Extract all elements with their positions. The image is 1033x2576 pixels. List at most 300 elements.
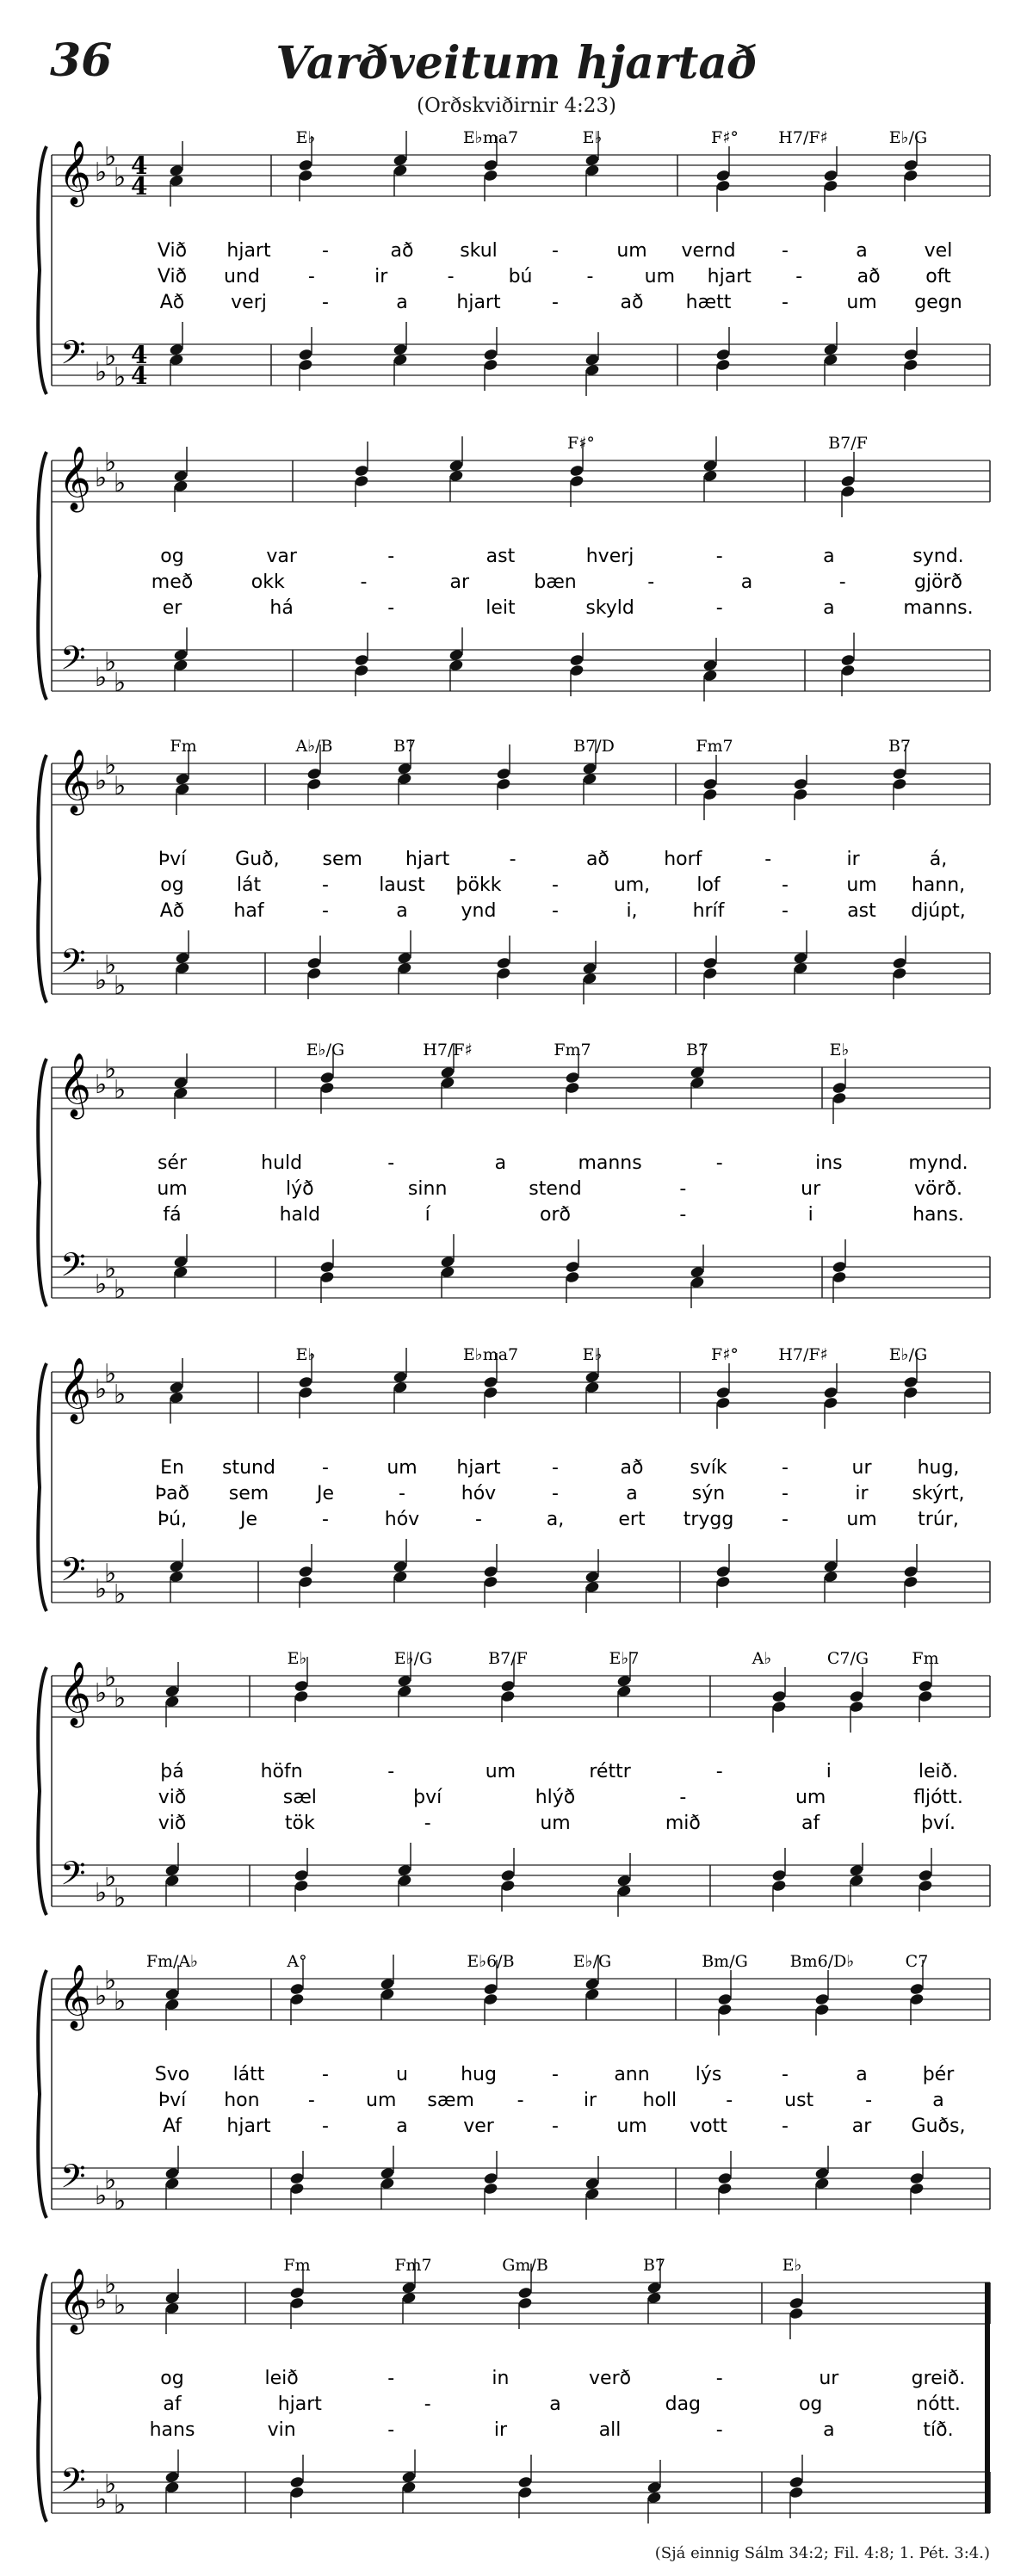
flat-sign: ♭ <box>114 971 127 1001</box>
system-3 <box>38 737 990 1004</box>
lyric-syllable: Guðs, <box>911 2116 966 2137</box>
note-head <box>354 664 369 676</box>
chord-symbol: B7 <box>685 1041 709 1059</box>
note-head <box>717 2182 733 2195</box>
note-head <box>771 1690 787 1702</box>
lyric-syllable: hann, <box>911 874 966 896</box>
note-head <box>715 1575 731 1588</box>
note-head <box>500 1879 516 1892</box>
note-head <box>483 1982 498 1995</box>
note-head <box>565 1260 580 1273</box>
treble-staff <box>52 1358 990 1424</box>
flat-sign: ♭ <box>95 766 108 796</box>
chord-row <box>567 434 868 453</box>
verse-1 <box>158 1152 968 1174</box>
chord-symbol: E♭6/B <box>467 1952 515 1971</box>
note-head <box>892 967 907 979</box>
hyphen: - <box>307 266 315 287</box>
lyric-syllable: Því <box>158 2090 187 2111</box>
hyphen: - <box>322 292 329 313</box>
hyphen: - <box>865 2090 873 2111</box>
notes <box>173 1043 847 1308</box>
lyric-syllable: Því <box>158 849 187 870</box>
lyric-syllable: Svo <box>154 2064 190 2085</box>
flat-sign: ♭ <box>95 2485 108 2515</box>
bass-clef: 𝄢 <box>60 1245 86 1292</box>
chord-symbol: H7/F♯ <box>778 128 828 147</box>
hyphen: - <box>322 874 329 896</box>
hyphen: - <box>360 571 368 593</box>
verse-2 <box>158 266 951 287</box>
verse-1 <box>160 2368 965 2389</box>
lyric-syllable: orð <box>540 1204 571 1226</box>
note-head <box>892 767 907 780</box>
chord-symbol: H7/F♯ <box>778 1345 828 1364</box>
lyric-syllable: hans <box>149 2419 195 2441</box>
hyphen: - <box>715 1761 723 1782</box>
verse-3 <box>160 292 962 313</box>
lyric-syllable: ins <box>815 1152 843 1174</box>
lyric-syllable: a <box>396 2116 408 2137</box>
lyric-syllable: vörð. <box>914 1178 962 1200</box>
lyric-syllable: greið. <box>911 2368 966 2389</box>
verse-2 <box>163 2394 960 2415</box>
lyric-syllable: hríf <box>692 900 725 922</box>
note-head <box>715 169 731 182</box>
notes <box>164 1955 925 2220</box>
notes <box>169 131 919 396</box>
hyphen: - <box>322 240 329 262</box>
note-head <box>298 1386 313 1399</box>
hyphen: - <box>552 2116 559 2137</box>
note-head <box>717 2003 733 2016</box>
flat-sign: ♭ <box>95 2285 108 2315</box>
lyric-syllable: um <box>616 2116 647 2137</box>
note-head <box>903 1575 919 1588</box>
lyric-syllable: ir <box>583 2090 597 2111</box>
chord-row <box>306 1041 850 1059</box>
lyric-syllable: Je <box>316 1483 335 1504</box>
lyric-syllable: manns <box>578 1152 642 1174</box>
note-head <box>289 1982 305 1995</box>
chord-symbol: B7 <box>393 737 417 756</box>
chord-symbol: B7/F <box>828 434 868 453</box>
hyphen: - <box>387 546 395 567</box>
lyric-syllable: ur <box>819 2368 839 2389</box>
note-head <box>298 1375 313 1388</box>
lyrics <box>157 1152 968 1226</box>
verse-2 <box>160 874 965 896</box>
note-head <box>909 2182 925 2195</box>
lyric-syllable: trygg <box>683 1509 734 1530</box>
hyphen: - <box>838 571 846 593</box>
chord-symbol: E♭/G <box>306 1041 345 1059</box>
note-head <box>903 169 919 182</box>
lyric-syllable: um <box>795 1787 826 1808</box>
lyrics <box>158 240 962 313</box>
lyric-syllable: bú <box>508 266 533 287</box>
note-head <box>483 2182 498 2195</box>
lyric-syllable: að <box>857 266 881 287</box>
note-head <box>903 1375 919 1388</box>
note-head <box>840 664 856 676</box>
lyric-syllable: vernd <box>681 240 736 262</box>
lyric-syllable: Guð, <box>235 849 280 870</box>
lyric-syllable: ar <box>449 571 470 593</box>
lyric-syllable: um <box>644 266 676 287</box>
note-head <box>789 2296 804 2309</box>
system-5 <box>38 1345 990 1613</box>
lyric-syllable: að <box>585 849 609 870</box>
lyric-syllable: hjart <box>456 1457 501 1479</box>
lyric-syllable: um <box>846 292 877 313</box>
hyphen: - <box>795 266 803 287</box>
verse-3 <box>163 597 974 619</box>
chord-symbol: Fm <box>283 2256 311 2275</box>
staff-brace <box>38 1059 46 1307</box>
note-head <box>569 664 585 676</box>
flat-sign: ♭ <box>95 1878 108 1908</box>
lyric-syllable: manns. <box>903 597 974 619</box>
lyric-syllable: svík <box>690 1457 727 1479</box>
chord-symbol: H7/F♯ <box>423 1041 473 1059</box>
note-head <box>918 1690 933 1702</box>
note-head <box>565 1071 580 1084</box>
lyric-syllable: fá <box>163 1204 182 1226</box>
note-head <box>500 1679 516 1692</box>
note-head <box>354 464 369 477</box>
hyphen: - <box>552 874 559 896</box>
lyric-syllable: af <box>801 1813 820 1834</box>
staff-brace <box>38 755 46 1003</box>
hyphen: - <box>552 2064 559 2085</box>
chord-symbol: E♭/G <box>572 1952 612 1971</box>
lyric-syllable: hóv <box>461 1483 497 1504</box>
note-head <box>702 788 718 800</box>
lyric-syllable: um <box>366 2090 397 2111</box>
notes <box>169 1348 919 1613</box>
note-head <box>892 777 907 790</box>
hyphen: - <box>715 2368 723 2389</box>
flat-sign: ♭ <box>114 1883 127 1913</box>
flat-sign: ♭ <box>104 2469 117 2499</box>
note-head <box>892 956 907 969</box>
hyphen: - <box>424 1813 431 1834</box>
flat-sign: ♭ <box>104 1966 117 1996</box>
note-head <box>294 1690 309 1702</box>
flat-sign: ♭ <box>104 1054 117 1084</box>
treble-clef: 𝄞 <box>59 1965 91 2029</box>
lyric-syllable: a <box>549 2394 561 2415</box>
lyric-syllable: u <box>396 2064 408 2085</box>
lyric-syllable: okk <box>251 571 285 593</box>
system-7 <box>38 1952 990 2220</box>
hyphen: - <box>782 2116 789 2137</box>
hyphen: - <box>387 2368 395 2389</box>
lyric-syllable: gegn <box>914 292 962 313</box>
hyphen: - <box>679 1178 687 1200</box>
flat-sign: ♭ <box>114 2490 127 2520</box>
footnote: (Sjá einnig Sálm 34:2; Fil. 4:8; 1. Pét. 3:4.) <box>654 2544 990 2562</box>
lyric-syllable: sinn <box>407 1178 448 1200</box>
hyphen: - <box>782 2064 789 2085</box>
lyric-syllable: um <box>846 874 877 896</box>
note-head <box>298 1565 313 1578</box>
verse-2 <box>157 1178 962 1200</box>
chord-symbol: E♭ma7 <box>462 128 519 147</box>
flat-sign: ♭ <box>104 142 117 172</box>
staff-brace <box>38 1363 46 1611</box>
lyric-syllable: oft <box>925 266 951 287</box>
notes <box>175 739 907 1004</box>
chord-symbol: Bm6/D♭ <box>789 1952 855 1971</box>
note-head <box>715 179 731 192</box>
flat-sign: ♭ <box>95 1981 108 2011</box>
chord-symbol: E♭/G <box>888 128 928 147</box>
chord-symbol: B7/F <box>488 1649 528 1668</box>
note-head <box>483 1386 498 1399</box>
hyphen: - <box>387 1761 395 1782</box>
lyric-syllable: stund <box>222 1457 275 1479</box>
lyric-syllable: ann <box>614 2064 650 2085</box>
note-head <box>717 1992 733 2005</box>
flat-sign: ♭ <box>104 2270 117 2300</box>
lyric-syllable: á, <box>929 849 948 870</box>
lyric-syllable: sér <box>157 1152 188 1174</box>
lyric-syllable: und <box>223 266 260 287</box>
lyric-syllable: um <box>485 1761 516 1782</box>
lyric-syllable: þér <box>922 2064 955 2085</box>
flat-sign: ♭ <box>114 163 127 193</box>
hyphen: - <box>447 266 455 287</box>
verse-2 <box>158 1787 963 1808</box>
treble-clef: 𝄞 <box>59 1662 91 1726</box>
chord-symbol: E♭ <box>295 128 316 147</box>
note-head <box>319 1071 335 1084</box>
note-head <box>903 348 919 361</box>
flat-sign: ♭ <box>104 1863 117 1893</box>
note-head <box>294 1869 309 1881</box>
flat-sign: ♭ <box>95 663 108 693</box>
note-head <box>483 158 498 171</box>
lyric-syllable: við <box>158 1787 187 1808</box>
note-head <box>840 653 856 666</box>
lyric-syllable: þá <box>160 1761 184 1782</box>
lyric-syllable: Að <box>159 900 185 922</box>
flat-sign: ♭ <box>104 751 117 781</box>
note-head <box>569 653 585 666</box>
lyric-syllable: ir <box>855 1483 869 1504</box>
note-head <box>771 1700 787 1713</box>
note-head <box>814 2003 830 2016</box>
note-head <box>823 169 838 182</box>
hyphen: - <box>782 1483 789 1504</box>
system-8 <box>38 2256 990 2523</box>
flat-sign: ♭ <box>114 1683 127 1714</box>
lyric-syllable: ast <box>847 900 876 922</box>
lyric-syllable: a <box>740 571 753 593</box>
lyric-syllable: sæl <box>282 1787 317 1808</box>
flat-sign: ♭ <box>95 1574 108 1604</box>
staff-brace <box>38 146 46 394</box>
chord-symbol: Fm7 <box>554 1041 591 1059</box>
verse-3 <box>158 1509 959 1530</box>
lyric-syllable: hug <box>461 2064 497 2085</box>
note-head <box>517 2296 533 2309</box>
bass-staff <box>52 333 990 392</box>
lyric-syllable: ver <box>463 2116 494 2137</box>
note-head <box>789 2307 804 2320</box>
hymn-subtitle: (Orðskviðirnir 4:23) <box>416 95 617 117</box>
note-head <box>793 777 808 790</box>
chord-symbol: Fm7 <box>696 737 733 756</box>
lyric-syllable: vott <box>690 2116 727 2137</box>
lyric-syllable: lát <box>236 874 262 896</box>
lyric-syllable: ert <box>618 1509 646 1530</box>
notes <box>164 1652 933 1917</box>
hyphen: - <box>715 546 723 567</box>
note-head <box>715 1386 731 1399</box>
lyric-syllable: En <box>160 1457 184 1479</box>
lyric-syllable: hjart <box>707 266 752 287</box>
lyric-syllable: og <box>160 2368 184 2389</box>
lyric-syllable: hætt <box>685 292 732 313</box>
note-head <box>517 2486 533 2499</box>
lyric-syllable: ynd <box>461 900 497 922</box>
lyric-syllable: leið. <box>918 1761 959 1782</box>
lyrics <box>152 546 974 619</box>
flat-sign: ♭ <box>104 1359 117 1389</box>
lyric-syllable: hjart <box>405 849 450 870</box>
note-head <box>903 158 919 171</box>
hyphen: - <box>782 1509 789 1530</box>
note-head <box>483 169 498 182</box>
lyric-syllable: því <box>413 1787 442 1808</box>
lyric-syllable: að <box>620 1457 644 1479</box>
note-head <box>717 2171 733 2184</box>
system-4 <box>38 1041 990 1308</box>
system-2 <box>38 434 990 701</box>
lyric-syllable: horf <box>664 849 702 870</box>
note-head <box>289 2171 305 2184</box>
lyric-syllable: vel <box>924 240 953 262</box>
flat-sign: ♭ <box>95 158 108 188</box>
note-head <box>294 1879 309 1892</box>
lyric-syllable: holl <box>642 2090 677 2111</box>
lyric-syllable: laust <box>379 874 425 896</box>
note-head <box>319 1270 335 1283</box>
lyric-syllable: i <box>807 1204 813 1226</box>
chord-row <box>170 737 911 756</box>
lyric-syllable: er <box>162 597 182 619</box>
chord-symbol: E♭ <box>582 128 603 147</box>
chord-symbol: A° <box>287 1952 307 1971</box>
treble-clef: 𝄞 <box>59 141 91 205</box>
chord-symbol: B7/D <box>573 737 615 756</box>
note-head <box>298 158 313 171</box>
chord-row <box>288 1649 939 1668</box>
note-head <box>832 1260 847 1273</box>
note-head <box>789 2486 804 2499</box>
chord-symbol: F♯° <box>711 128 739 147</box>
lyric-syllable: um <box>157 1178 188 1200</box>
lyric-syllable: Við <box>157 240 188 262</box>
chord-symbol: Fm/A♭ <box>145 1952 199 1971</box>
chord-symbol: E♭ <box>287 1649 307 1668</box>
bass-staff <box>52 942 990 1001</box>
time-sig-top: 4 <box>131 151 148 180</box>
note-head <box>823 1396 838 1409</box>
chord-row <box>146 1952 928 1971</box>
lyric-syllable: skyld <box>585 597 634 619</box>
flat-sign: ♭ <box>114 2290 127 2320</box>
flat-sign: ♭ <box>104 1559 117 1589</box>
treble-staff <box>52 750 990 816</box>
lyric-syllable: a <box>823 597 835 619</box>
note-head <box>715 1396 731 1409</box>
lyric-syllable: lýs <box>695 2064 722 2085</box>
lyric-syllable: fljótt. <box>913 1787 963 1808</box>
note-head <box>306 767 322 780</box>
lyric-syllable: i, <box>626 900 638 922</box>
lyric-syllable: hóv <box>384 1509 420 1530</box>
note-head <box>517 2286 533 2299</box>
note-head <box>909 1982 925 1995</box>
treble-staff <box>52 1053 990 1120</box>
hyphen: - <box>387 1152 395 1174</box>
note-head <box>823 179 838 192</box>
note-head <box>565 1270 580 1283</box>
lyric-syllable: ir <box>493 2419 508 2441</box>
flat-sign: ♭ <box>114 1275 127 1305</box>
hyphen: - <box>679 1787 687 1808</box>
hyphen: - <box>715 597 723 619</box>
hyphen: - <box>322 2064 329 2085</box>
note-head <box>354 474 369 487</box>
verse-2 <box>155 1483 965 1504</box>
lyric-syllable: við <box>158 1813 187 1834</box>
treble-staff <box>52 141 990 207</box>
lyric-syllable: sýn <box>691 1483 726 1504</box>
lyric-syllable: mið <box>665 1813 701 1834</box>
time-sig-top: 4 <box>131 341 148 369</box>
lyric-syllable: dag <box>665 2394 702 2415</box>
note-head <box>298 169 313 182</box>
flat-sign: ♭ <box>95 1070 108 1100</box>
hymn-title: Varðveitum hjartað <box>275 37 758 90</box>
lyric-syllable: um <box>387 1457 418 1479</box>
note-head <box>832 1270 847 1283</box>
lyric-syllable: mynd. <box>908 1152 968 1174</box>
verse-3 <box>163 2116 965 2137</box>
lyric-syllable: hverj <box>585 546 634 567</box>
lyric-syllable: hjart <box>226 2116 271 2137</box>
verse-3 <box>158 1813 956 1834</box>
note-head <box>909 1992 925 2005</box>
lyric-syllable: skýrt, <box>912 1483 965 1504</box>
lyric-syllable: a <box>856 240 868 262</box>
system-1 <box>38 128 990 396</box>
flat-sign: ♭ <box>104 448 117 478</box>
lyric-syllable: hans. <box>912 1204 964 1226</box>
verse-2 <box>152 571 962 593</box>
note-head <box>496 967 511 979</box>
note-head <box>849 1690 864 1702</box>
chord-symbol: Fm7 <box>394 2256 432 2275</box>
note-head <box>496 956 511 969</box>
note-head <box>500 1690 516 1702</box>
chord-symbol: E♭ <box>782 2256 802 2275</box>
